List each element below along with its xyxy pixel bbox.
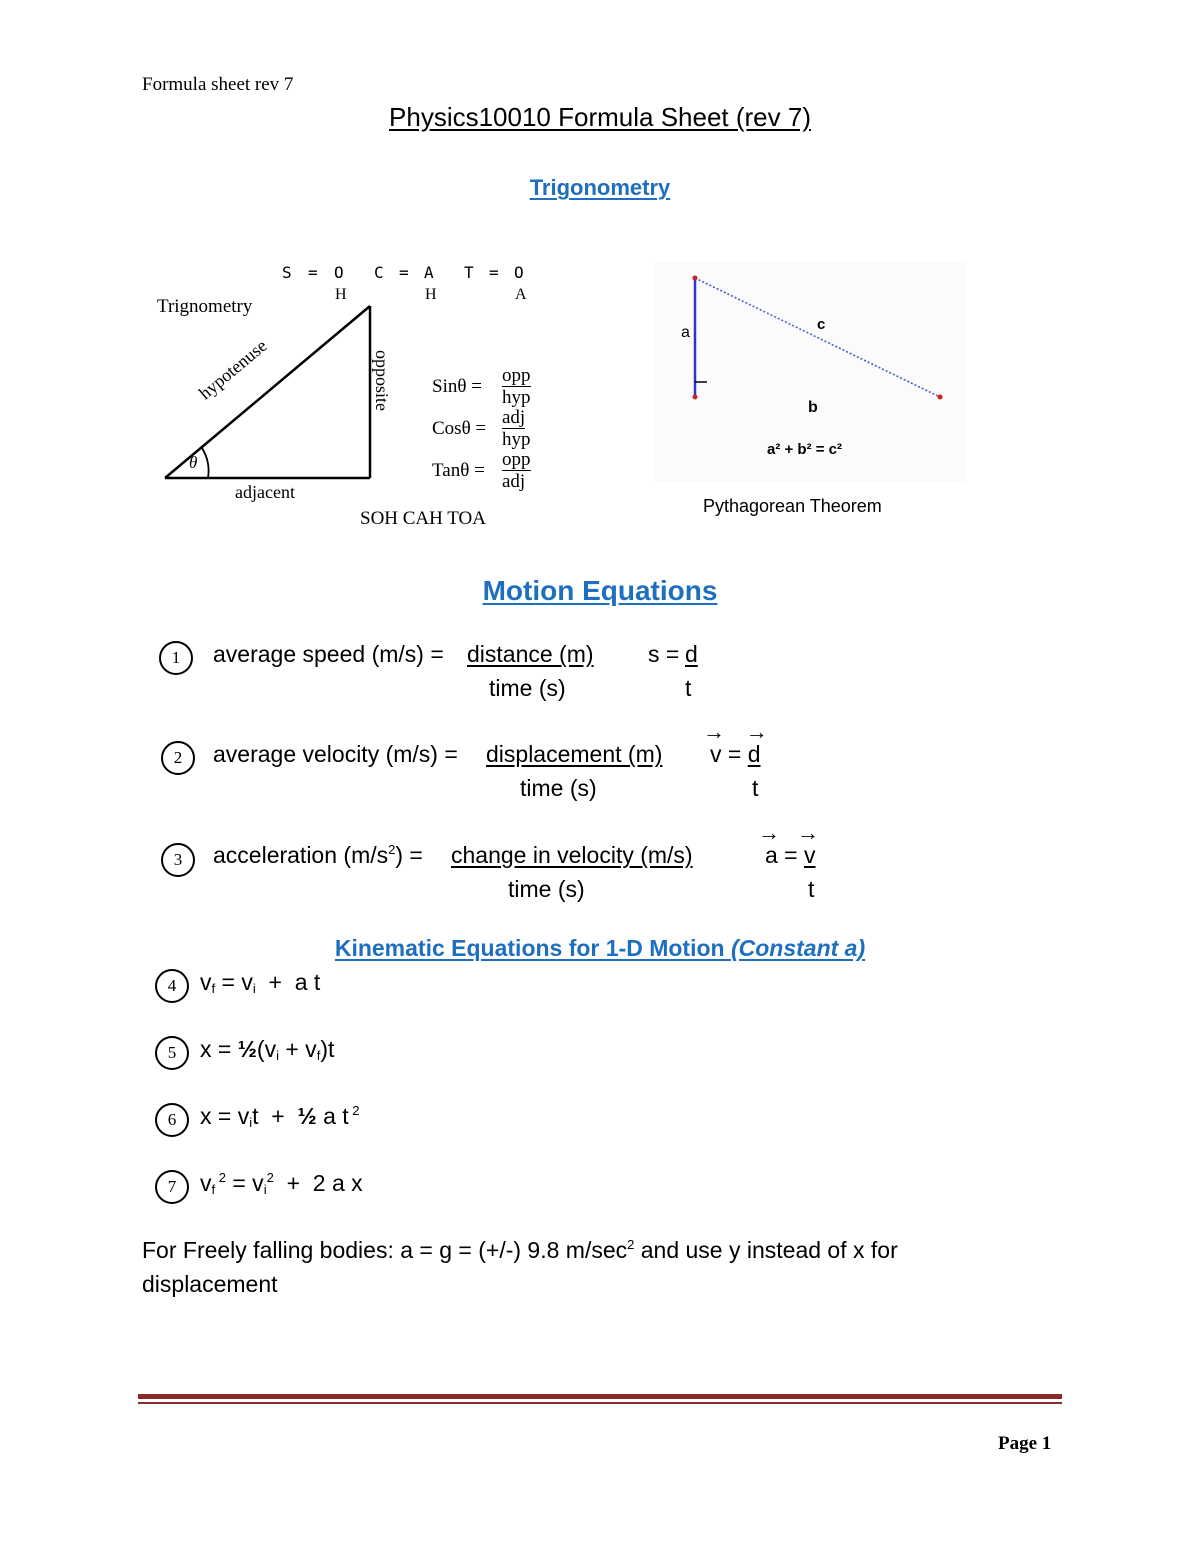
side-b-label: b: [808, 399, 818, 416]
mnemonic-s: S: [282, 263, 292, 282]
acceleration-vector: [758, 820, 780, 869]
eq2-lhs: average velocity (m/s) =: [213, 741, 458, 767]
eq2-symbolic: [703, 719, 768, 768]
eq7-expression: $v_f$ $^2 = v_i^2 + 2$ a x: [200, 1170, 363, 1197]
sin-numerator: opp: [502, 365, 531, 386]
eq1-symbolic-lhs: s =: [648, 641, 680, 667]
kinematic-heading: [0, 935, 1200, 962]
kinematic-heading-italic: (Constant a): [730, 935, 866, 961]
eq2-symbolic-eq: =: [721, 741, 748, 767]
kinematic-heading-text: [335, 935, 865, 961]
eq3-lhs-a: acceleration (m/s: [213, 842, 389, 868]
page-number: Page 1: [998, 1433, 1052, 1454]
eq6-number: 6: [155, 1103, 189, 1137]
side-c-label: c: [817, 316, 826, 333]
motion-heading-text: Motion Equations: [482, 575, 718, 606]
mnemonic-a: A: [424, 263, 434, 282]
cos-numerator: adj: [502, 407, 526, 428]
free-fall-sup: 2: [627, 1237, 635, 1252]
theta-label: θ: [189, 453, 198, 472]
eq1-number: 1: [159, 641, 193, 675]
eq2-denominator: time (s): [520, 775, 597, 801]
mnemonic-o2: O: [514, 263, 524, 282]
tan-formula: [432, 450, 542, 494]
free-fall-line1: [142, 1237, 898, 1264]
footer-rule: [138, 1394, 1062, 1399]
eq3-lhs-sup: 2: [388, 842, 396, 857]
page-title-text: Physics10010 Formula Sheet (rev 7): [389, 102, 811, 132]
mnemonic-bottom: [282, 286, 542, 308]
pythagorean-caption: Pythagorean Theorem: [703, 496, 882, 516]
mnemonic-top: [282, 263, 542, 285]
footer-rule-thin: [138, 1402, 1062, 1404]
vector-arrow-icon: →: [745, 719, 768, 744]
mnemonic-eq1: =: [308, 263, 318, 282]
eq7-number: 7: [155, 1170, 189, 1204]
eq3-symbolic-lhs: a: [765, 842, 778, 868]
sin-label: Sinθ =: [432, 376, 482, 397]
eq1-lhs: average speed (m/s) =: [213, 641, 444, 667]
vector-arrow-icon: →: [703, 719, 725, 744]
mnemonic-eq2: =: [399, 263, 409, 282]
trig-heading-text: Trigonometry: [529, 175, 671, 200]
trig-figure: [150, 258, 550, 538]
delta-velocity-vector: [797, 820, 820, 869]
eq2-number: 2: [161, 741, 195, 775]
tan-denominator: adj: [502, 471, 526, 492]
sin-formula: [432, 366, 542, 410]
eq4-expression: $v_f = v_i + a$ t: [200, 969, 321, 996]
eq1-denominator: time (s): [489, 675, 566, 701]
eq3-symbolic-top: v: [804, 842, 816, 868]
vector-arrow-icon: →: [758, 820, 780, 845]
trig-figure-title: Trignometry: [157, 296, 253, 317]
free-fall-text-b: and use y instead of x for: [634, 1237, 898, 1263]
mnemonic-c: C: [374, 263, 384, 282]
eq2-symbolic-top: d: [747, 741, 761, 767]
eq3-denominator: time (s): [508, 876, 585, 902]
side-a-label: a: [681, 324, 690, 341]
opposite-label: opposite: [372, 350, 392, 411]
eq5-number: 5: [155, 1036, 189, 1070]
eq2-numerator: displacement (m): [486, 741, 663, 767]
mnemonic-o1: O: [334, 263, 344, 282]
eq3-symbolic-bottom: t: [808, 876, 815, 902]
velocity-vector: [703, 719, 725, 768]
cos-formula: [432, 408, 542, 452]
motion-heading: [0, 575, 1200, 607]
cos-denominator: hyp: [502, 429, 531, 450]
page-title: [0, 102, 1200, 133]
running-header: Formula sheet rev 7: [142, 74, 294, 95]
sin-denominator: hyp: [502, 387, 531, 408]
displacement-vector: [745, 719, 768, 768]
kinematic-heading-main: Kinematic Equations for 1-D Motion: [334, 935, 731, 961]
free-fall-text-a: For Freely falling bodies: a = g = (+/-) 9.8 m/sec: [142, 1237, 628, 1263]
mnemonic-eq3: =: [489, 263, 499, 282]
mnemonic-t: T: [464, 263, 474, 282]
mnemonic-h1: H: [335, 286, 347, 303]
hypotenuse-label: hypotenuse: [195, 335, 271, 404]
eq3-symbolic-eq: =: [777, 842, 805, 868]
eq1-numerator: distance (m): [467, 641, 594, 667]
eq3-lhs: [213, 842, 423, 869]
eq3-numerator: change in velocity (m/s): [451, 842, 693, 868]
eq5-expression: $x = \frac{1}{2}(v_i + v_f)t$: [200, 1036, 335, 1063]
eq3-lhs-b: ) =: [395, 842, 423, 868]
trig-heading: [0, 175, 1200, 201]
eq1-symbolic-top: d: [685, 641, 698, 667]
eq2-symbolic-lhs: v: [710, 741, 722, 767]
vector-arrow-icon: →: [797, 820, 820, 845]
pythagorean-figure: [655, 262, 965, 482]
adjacent-label: adjacent: [235, 482, 295, 502]
free-fall-line2: displacement: [142, 1271, 278, 1297]
tan-numerator: opp: [502, 449, 531, 470]
eq3-symbolic: [758, 820, 820, 869]
eq2-symbolic-bottom: t: [752, 775, 759, 801]
mnemonic-h2: H: [425, 286, 437, 303]
tan-label: Tanθ =: [432, 460, 485, 481]
mnemonic-a2: A: [515, 286, 527, 303]
eq3-number: 3: [161, 843, 195, 877]
pythagorean-formula: a² + b² = c²: [767, 441, 843, 458]
eq6-expression: $x = v_it$ + ½ a t $^2$: [200, 1103, 360, 1130]
eq4-number: 4: [155, 969, 189, 1003]
cos-label: Cosθ =: [432, 418, 487, 439]
soh-cah-toa: SOH CAH TOA: [360, 508, 486, 529]
eq1-symbolic-bottom: t: [685, 675, 692, 701]
